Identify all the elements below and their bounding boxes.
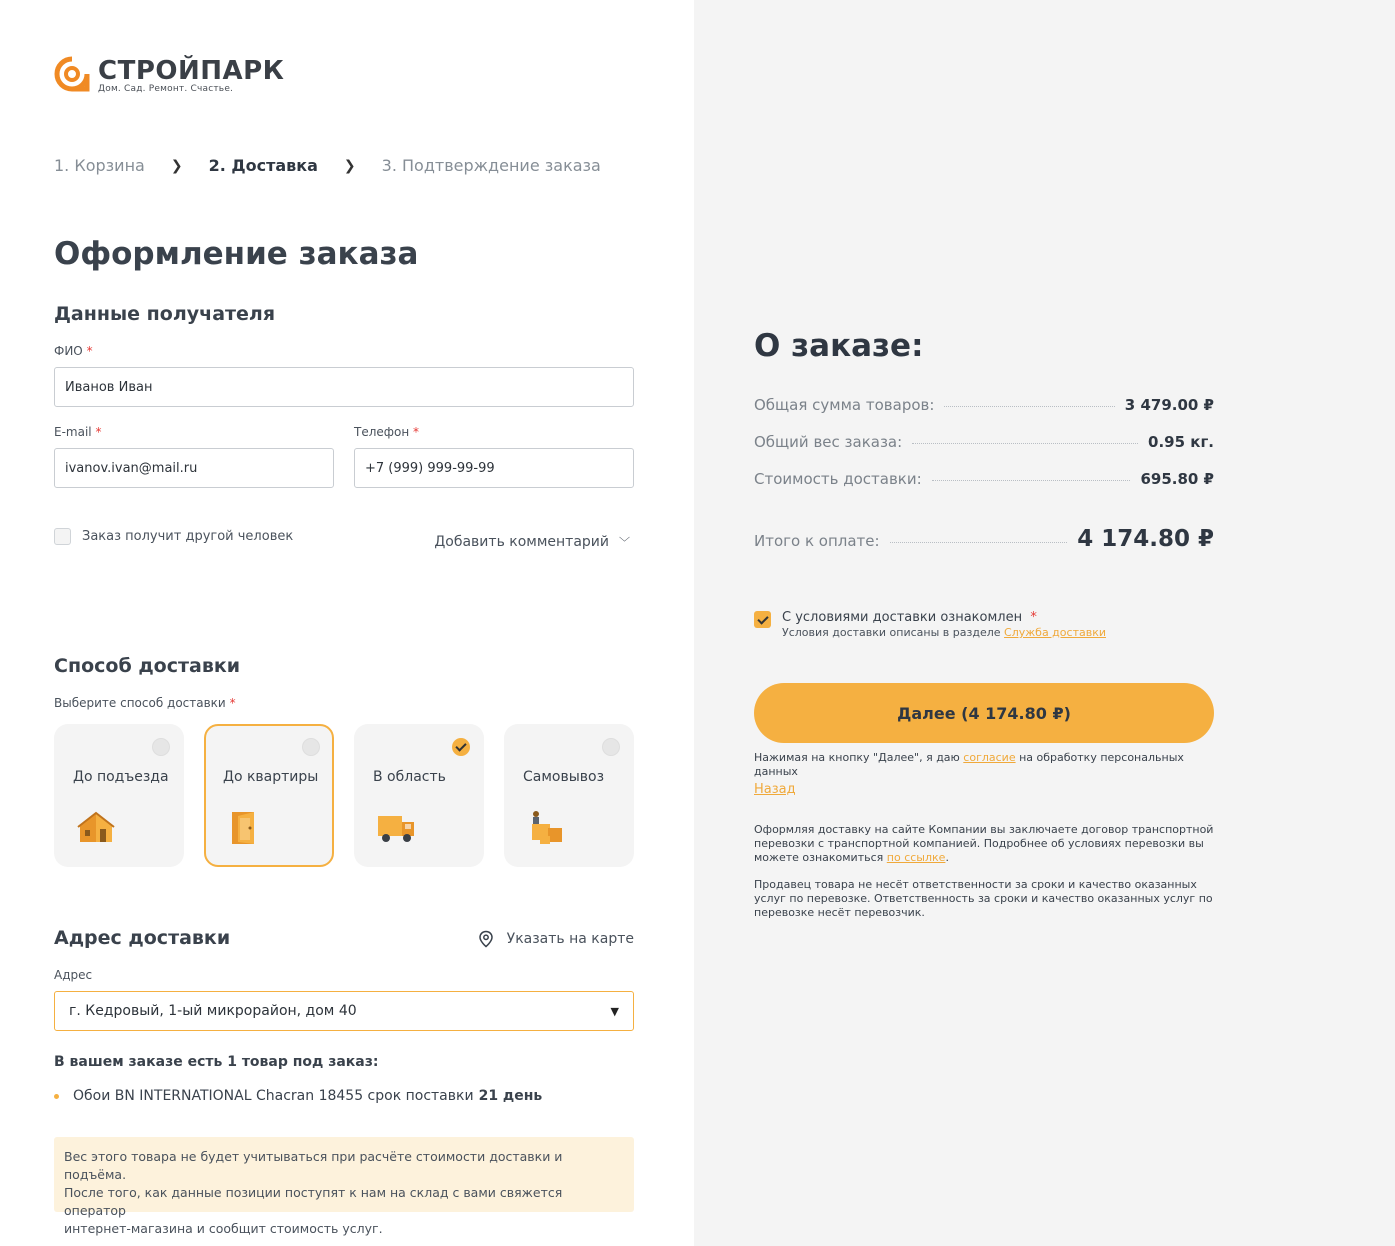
show-on-map-link[interactable] [477, 930, 634, 948]
delivery-option-apartment[interactable] [204, 724, 334, 867]
summary-goods-value: 3 479.00 ₽ [1124, 396, 1214, 414]
summary-total-value: 4 174.80 ₽ [1077, 526, 1214, 552]
preorder-item [54, 1088, 542, 1104]
summary-total-row [754, 526, 1214, 552]
delivery-terms-checkbox[interactable] [754, 611, 771, 628]
email-input[interactable]: ivanov.ivan@mail.ru [54, 448, 334, 488]
delivery-section-title: Способ доставки [54, 655, 241, 677]
step-cart[interactable]: 1. Корзина [54, 156, 145, 175]
logo-tagline: Дом. Сад. Ремонт. Счастье. [98, 84, 234, 94]
agree-text: С условиями доставки ознакомлен [782, 610, 1023, 625]
chevron-down-icon: ▼ [610, 1004, 619, 1018]
checkout-form-panel [0, 0, 694, 1246]
show-on-map-label: Указать на карте [506, 931, 634, 947]
delivery-option-label: До квартиры [223, 769, 319, 785]
other-person-checkbox[interactable] [54, 528, 71, 545]
location-pin-icon [477, 930, 495, 948]
truck-icon [376, 808, 416, 848]
next-button[interactable]: Далее (4 174.80 ₽) [754, 683, 1214, 743]
recipient-section-title: Данные получателя [54, 303, 276, 325]
delivery-option-radio[interactable] [152, 738, 170, 756]
preorder-notice [54, 1137, 634, 1236]
notice-line: интернет-магазина и сообщит стоимость услуг. [64, 1221, 383, 1236]
checkout-steps [54, 156, 601, 175]
delivery-option-radio[interactable] [302, 738, 320, 756]
summary-total-label: Итого к оплате: [754, 532, 880, 550]
delivery-option-entrance[interactable] [54, 724, 184, 867]
other-person-label: Заказ получит другой человек [82, 529, 294, 544]
liability-text: Продавец товара не несёт ответственности за сроки и качество оказанных услуг по перевозке. Ответственность за сроки и качество оказанных услуг по перевозке несёт перевозчик. [754, 878, 1213, 919]
delivery-terms-agreement[interactable]: С условиями доставки ознакомлен * Условия доставки описаны в разделе Служба доставки [754, 610, 1106, 639]
logo-icon [54, 56, 90, 92]
delivery-option-pickup[interactable] [504, 724, 634, 867]
pickup-icon [526, 808, 566, 848]
delivery-option-radio-checked[interactable] [452, 738, 470, 756]
step-delivery: 2. Доставка [208, 156, 318, 175]
summary-title: О заказе: [754, 328, 924, 364]
delivery-option-label: В область [373, 769, 446, 785]
summary-goods-label: Общая сумма товаров: [754, 396, 935, 414]
chevron-right-icon: ❯ [170, 157, 183, 174]
delivery-option-region[interactable] [354, 724, 484, 867]
other-person-row[interactable] [54, 528, 293, 545]
address-label: Адрес [54, 968, 93, 982]
logo-name: СТРОЙПАРК [98, 56, 285, 86]
summary-shipping-label: Стоимость доставки: [754, 470, 922, 488]
step-confirmation: 3. Подтверждение заказа [381, 156, 601, 175]
summary-goods-row [754, 396, 1214, 414]
fio-label: ФИО * [54, 344, 93, 358]
house-icon [76, 808, 116, 848]
address-section-title: Адрес доставки [54, 927, 231, 949]
delivery-service-link[interactable]: Служба доставки [1004, 626, 1106, 639]
delivery-option-label: До подъезда [73, 769, 169, 785]
contract-text: Оформляя доставку на сайте Компании вы заключаете договор транспортной перевозки с транспортной компанией. Подробнее об условиях перевозки вы можете ознакомиться по ссылке. [754, 823, 1214, 864]
add-comment-link[interactable] [434, 534, 630, 550]
page-title: Оформление заказа [54, 236, 419, 272]
agree-sub: Условия доставки описаны в разделе [782, 626, 1001, 639]
summary-weight-label: Общий вес заказа: [754, 433, 903, 451]
door-icon [226, 808, 266, 848]
phone-input[interactable]: +7 (999) 999-99-99 [354, 448, 634, 488]
logo[interactable] [54, 56, 284, 94]
summary-weight-value: 0.95 кг. [1148, 433, 1214, 451]
chevron-down-icon: ﹀ [619, 536, 630, 549]
contract-link[interactable]: по ссылке [886, 851, 946, 864]
delivery-options [54, 724, 634, 867]
notice-line: После того, как данные позиции поступят к нам на склад с вами свяжется оператор [64, 1185, 563, 1218]
summary-shipping-value: 695.80 ₽ [1140, 470, 1214, 488]
fio-input[interactable]: Иванов Иван [54, 367, 634, 407]
preorder-title: В вашем заказе есть 1 товар под заказ: [54, 1054, 379, 1070]
delivery-option-radio[interactable] [602, 738, 620, 756]
preorder-item-term: 21 день [478, 1088, 543, 1104]
bullet-icon [54, 1094, 59, 1099]
summary-weight-row [754, 433, 1214, 451]
preorder-item-text: Обои BN INTERNATIONAL Chacran 18455 срок поставки [73, 1088, 474, 1104]
delivery-choose-label: Выберите способ доставки * [54, 696, 236, 710]
address-select-value: г. Кедровый, 1-ый микрорайон, дом 40 [69, 1003, 357, 1019]
back-link[interactable]: Назад [754, 782, 796, 797]
address-select[interactable] [54, 991, 634, 1031]
order-summary-panel [694, 0, 1395, 1246]
phone-label: Телефон * [354, 425, 420, 439]
add-comment-label: Добавить комментарий [434, 534, 609, 550]
consent-text: Нажимая на кнопку "Далее", я даю согласие на обработку персональных данных [754, 751, 1184, 778]
email-label: E-mail * [54, 425, 102, 439]
consent-link[interactable]: согласие [963, 751, 1016, 764]
notice-line: Вес этого товара не будет учитываться при расчёте стоимости доставки и подъёма. [64, 1149, 563, 1182]
summary-shipping-row [754, 470, 1214, 488]
chevron-right-icon: ❯ [343, 157, 356, 174]
delivery-option-label: Самовывоз [523, 769, 605, 785]
